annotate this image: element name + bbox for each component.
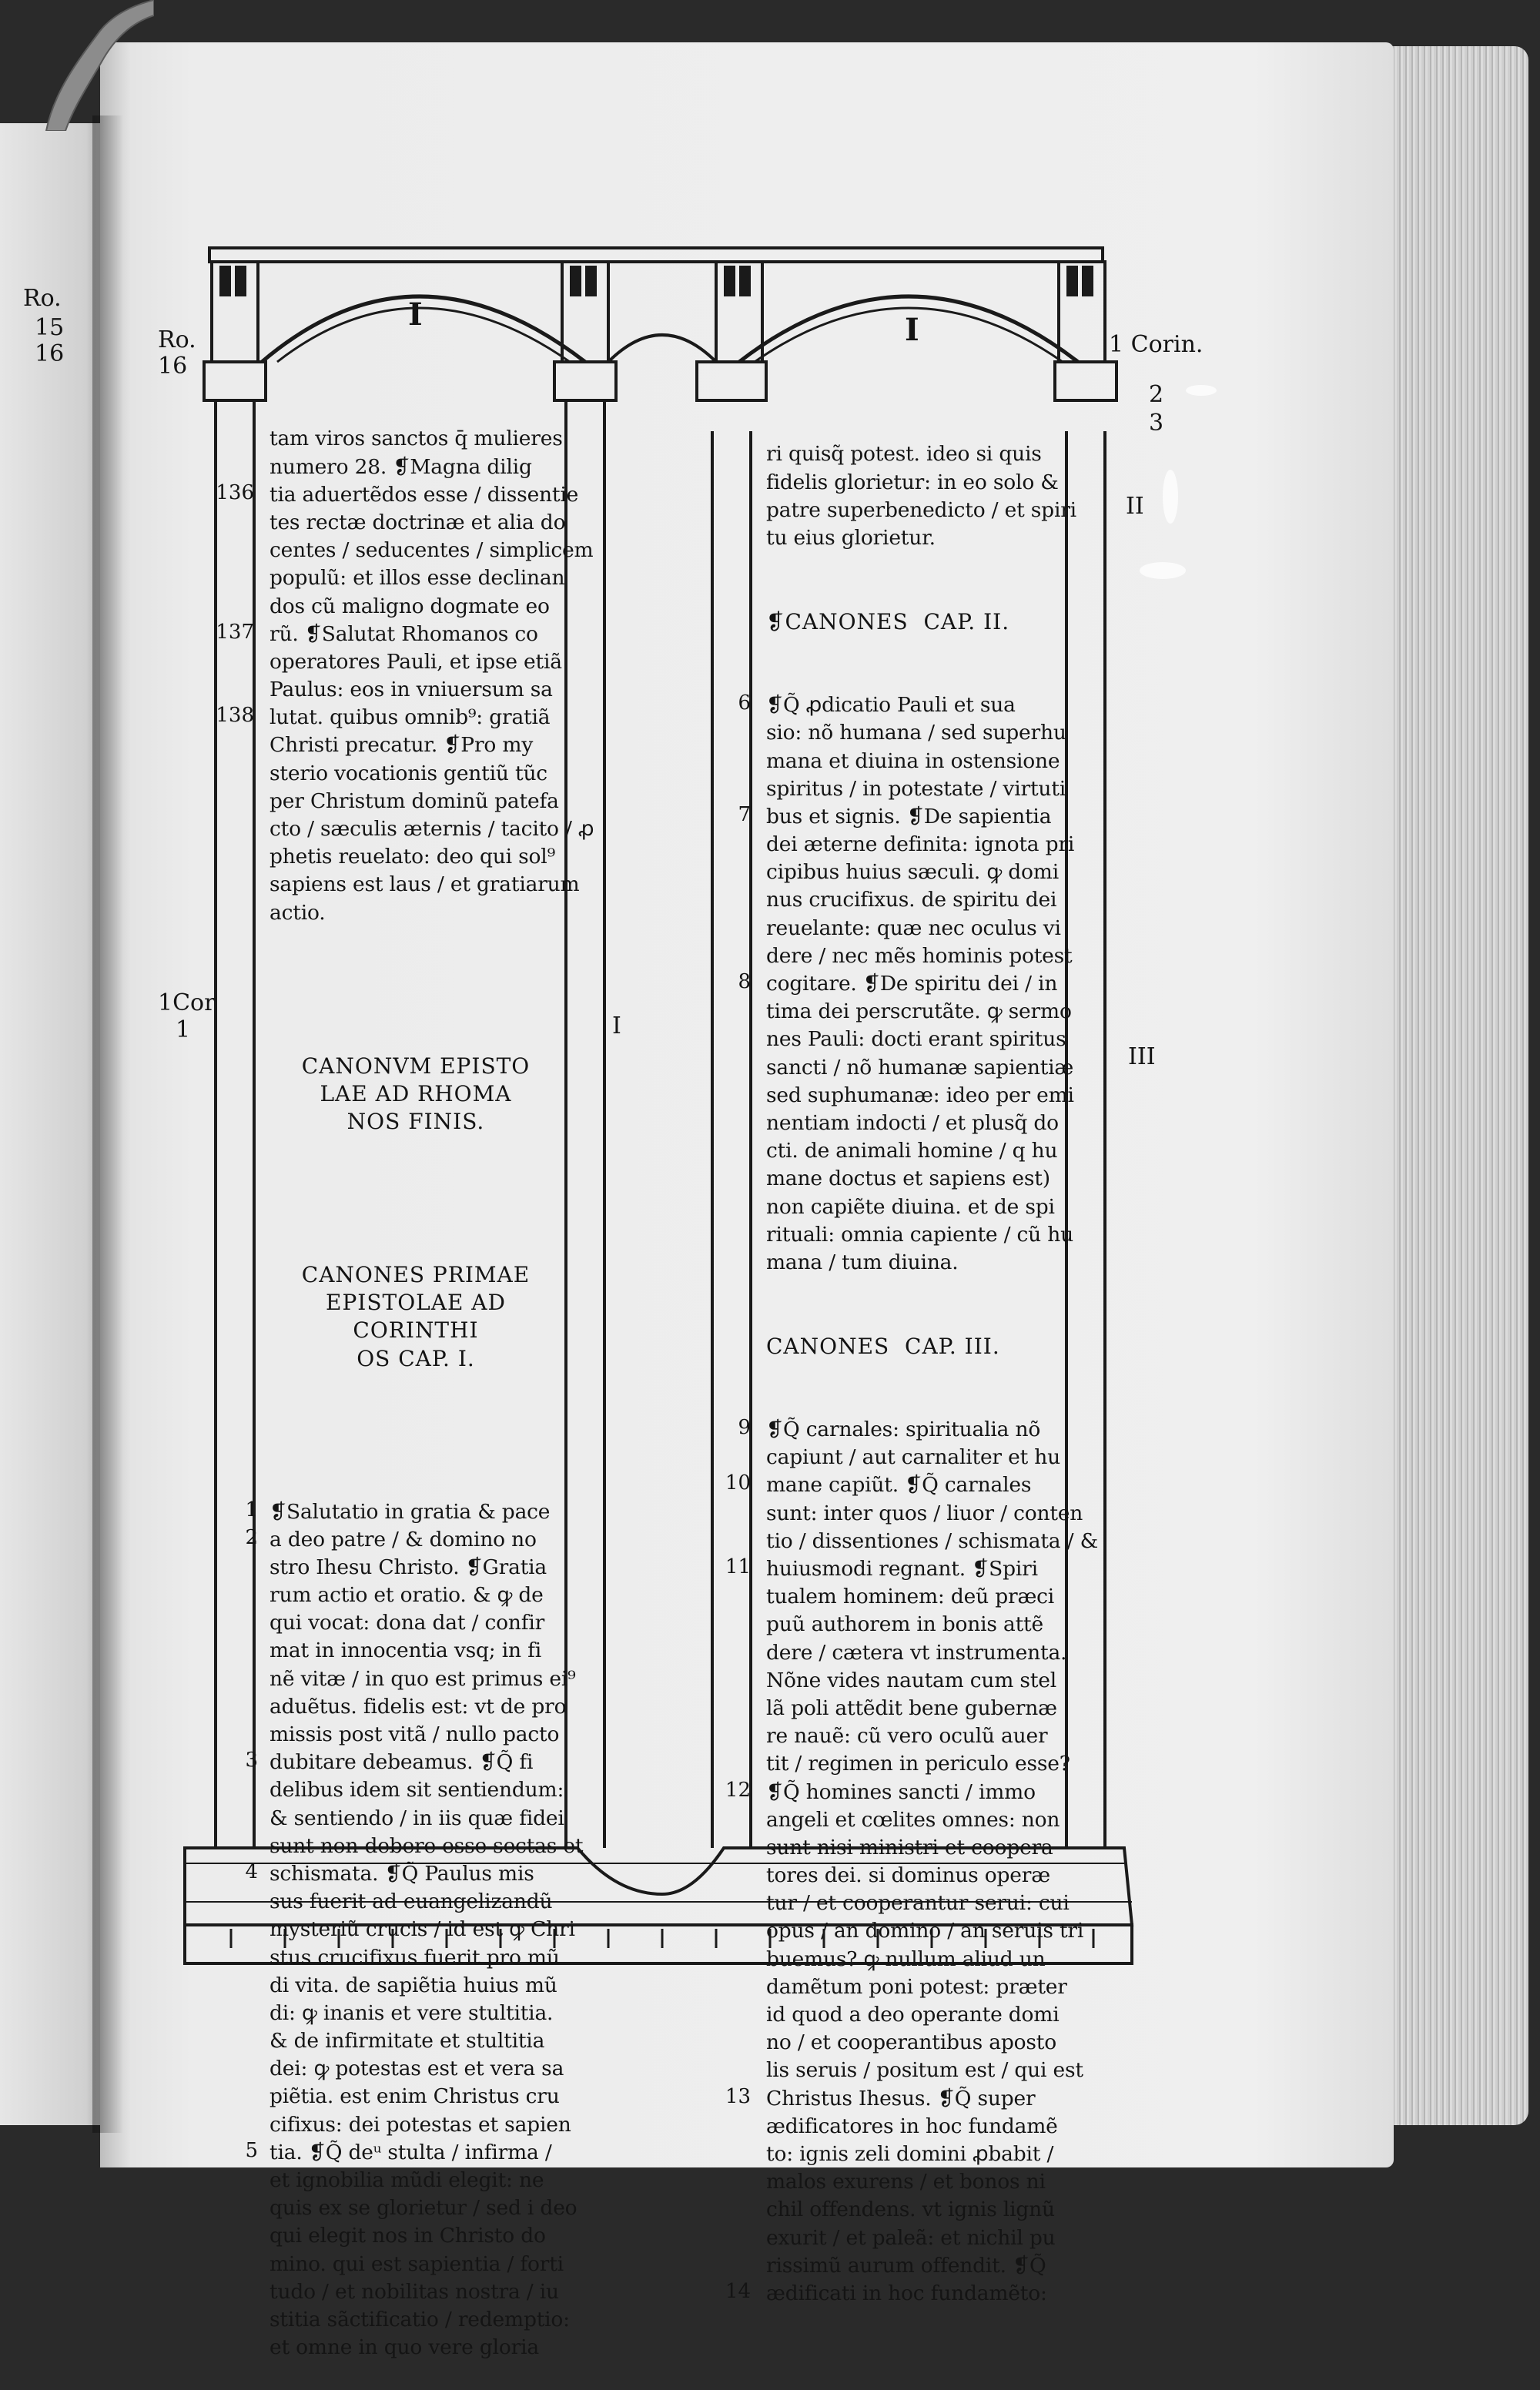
text-line: Christi precatur. ❡Pro my — [270, 733, 534, 758]
column-right — [766, 385, 1098, 2335]
text-line: sunt non debere esse sectas et — [270, 1833, 584, 1858]
text-line: ædificatores in hoc fundamẽ — [766, 2114, 1058, 2138]
text-line: non capiẽte diuina. et de spi — [766, 1194, 1055, 1219]
text-line: no / et cooperantibus aposto — [766, 2030, 1056, 2055]
text-line: rũ. ❡Salutat Rhomanos co — [270, 621, 538, 646]
text-line: cti. de animali homine / q hu — [766, 1139, 1058, 1163]
text-line: et ignobilia mũdi elegit: ne — [270, 2168, 544, 2193]
text-line: phetis reuelato: deo qui sol⁹ — [270, 845, 555, 869]
text-line: tam viros sanctos q̄ mulieres — [270, 427, 563, 451]
text-line: tur / et cooperantur serui: cui — [766, 1891, 1070, 1916]
text-line: puũ authorem in bonis attẽ — [766, 1612, 1043, 1637]
col1-text-block-1 — [270, 425, 594, 926]
text-line: sed suphumanæ: ideo per emi — [766, 1083, 1074, 1107]
text-line: to: ignis zeli domini ꝓbabit / — [766, 2141, 1054, 2166]
text-line: reuelante: quæ nec oculus vi — [766, 915, 1061, 940]
col1-heading-canones-primae — [270, 1261, 562, 1373]
text-line: CANONVM EPISTO — [301, 1053, 531, 1079]
text-line: dere / nec mẽs hominis potest — [766, 943, 1073, 968]
roman-marker-ii: II — [1126, 493, 1144, 520]
text-line: ❡Q̃ carnales: spiritualia nõ — [766, 1418, 1041, 1442]
text-line: tes rectæ doctrinæ et alia do — [270, 510, 566, 534]
text-line: lã poli attẽdit bene gubernæ — [766, 1695, 1057, 1720]
text-line: CANONES PRIMAE — [301, 1261, 531, 1287]
running-head-left: I — [408, 296, 423, 333]
verse-number: 13 — [725, 2084, 751, 2108]
col1-heading-canonum — [270, 1053, 562, 1136]
text-line: tudo / et nobilitas nostra / iu — [270, 2279, 559, 2304]
verse-number: 8 — [738, 970, 751, 994]
verse-number: 1 — [245, 1498, 258, 1521]
text-line: buemus? ꝙ nullum aliud un — [766, 1946, 1046, 1971]
text-line: dere / cætera vt instrumenta. — [766, 1640, 1067, 1665]
running-head-right: I — [905, 312, 919, 348]
text-line: delibus idem sit sentiendum: — [270, 1778, 564, 1803]
text-line: tit / regimen in periculo esse? — [766, 1752, 1070, 1776]
text-line: stro Ihesu Christo. ❡Gratia — [270, 1555, 547, 1579]
text-line: centes / seducentes / simplicem — [270, 538, 594, 563]
text-line: dubitare debeamus. ❡Q̃ fi — [270, 1750, 534, 1775]
text-line: mysteriũ crucis / id est ꝙ Chri — [270, 1917, 575, 1942]
text-line: a deo patre / & domino no — [270, 1527, 537, 1551]
text-line: stitia sãctificatio / redemptio: — [270, 2307, 570, 2331]
text-line: sio: nõ humana / sed superhu — [766, 721, 1066, 745]
text-line: di vita. de sapiẽtia huius mũ — [270, 1973, 557, 1997]
verse-number: 12 — [725, 1778, 751, 1802]
left-page-ref-ro: Ro. — [23, 285, 62, 312]
paper-stain — [1140, 562, 1186, 579]
verse-number: 14 — [725, 2280, 751, 2304]
left-page-ref-15: 15 — [35, 314, 65, 341]
verse-number: 11 — [725, 1555, 751, 1579]
text-line: nus crucifixus. de spiritu dei — [766, 888, 1057, 912]
text-line: mana et diuina in ostensione — [766, 748, 1060, 773]
text-line: Christus Ihesus. ❡Q̃ super — [766, 2086, 1036, 2110]
text-line: aduẽtus. fidelis est: vt de pro — [270, 1694, 567, 1719]
text-line: tualem hominem: deũ præci — [766, 1585, 1055, 1609]
text-line: missis post vitã / nullo pacto — [270, 1722, 560, 1747]
text-line: numero 28. ❡Magna dilig — [270, 454, 532, 479]
text-line: cogitare. ❡De spiritu dei / in — [766, 972, 1058, 996]
text-line: Nõne vides nautam cum stel — [766, 1668, 1057, 1692]
text-line: sunt nisi ministri et coopera — [766, 1835, 1053, 1859]
verse-number: 7 — [738, 802, 751, 826]
text-line: Paulus: eos in vniuersum sa — [270, 678, 553, 702]
text-line: ❡Salutatio in gratia & pace — [270, 1499, 551, 1524]
text-line: fidelis glorietur: in eo solo & — [766, 470, 1059, 494]
left-margin-header: Ro. 16 — [158, 326, 196, 380]
left-margin-cor: 1Cor — [158, 989, 216, 1016]
verse-number: 136 — [216, 480, 254, 504]
col1-text-block-2 — [270, 1498, 584, 2362]
text-line: mane doctus et sapiens est) — [766, 1167, 1050, 1191]
text-line: rum actio et oratio. & ꝙ de — [270, 1583, 544, 1608]
verse-number: 2 — [245, 1525, 258, 1549]
text-line: di: ꝙ inanis et vere stultitia. — [270, 2000, 554, 2025]
left-page-ref-16: 16 — [35, 340, 65, 367]
text-line: tima dei perscrutãte. ꝙ sermo — [766, 999, 1072, 1024]
text-line: NOS FINIS. — [346, 1108, 485, 1134]
roman-marker-iii: III — [1128, 1043, 1156, 1070]
text-line: et omne in quo vere gloria — [270, 2335, 539, 2360]
text-line: spiritus / in potestate / virtuti — [766, 776, 1066, 801]
text-line: capiunt / aut carnaliter et hu — [766, 1445, 1061, 1470]
text-line: cipibus huius sæculi. ꝙ domi — [766, 860, 1059, 885]
text-line: tia. ❡Q̃ deᵘ stulta / infirma / — [270, 2140, 552, 2164]
text-line: malos exurens / et bonos ni — [766, 2170, 1046, 2194]
text-line: CORINTHI — [353, 1317, 479, 1344]
text-line: nentiam indocti / et plusq̃ do — [766, 1110, 1059, 1135]
text-line: damẽtum poni potest: præter — [766, 1974, 1067, 1999]
verse-number: 9 — [738, 1416, 751, 1440]
text-line: ædificati in hoc fundamẽto: — [766, 2281, 1047, 2305]
text-line: rissimũ aurum offendit. ❡Q̃ — [766, 2253, 1046, 2278]
col2-text-block-1 — [766, 440, 1076, 552]
text-line: ri quisq̃ potest. ideo si quis — [766, 442, 1042, 467]
text-line: patre superbenedicto / et spiri — [766, 497, 1076, 522]
text-line: LAE AD RHOMA — [320, 1080, 512, 1106]
text-line: qui elegit nos in Christo do — [270, 2224, 546, 2248]
text-line: sterio vocationis gentiũ tũc — [270, 761, 547, 785]
text-line: populũ: et illos esse declinan — [270, 566, 565, 591]
text-line: huiusmodi regnant. ❡Spiri — [766, 1557, 1038, 1582]
text-line: & sentiendo / in iis quæ fidei — [270, 1806, 564, 1830]
text-line: dos cũ maligno dogmate eo — [270, 594, 550, 618]
text-line: mane capiũt. ❡Q̃ carnales — [766, 1473, 1032, 1498]
col2-heading-cap-iii: CANONES CAP. III. — [766, 1333, 1000, 1359]
text-line: tio / dissentiones / schismata / & — [766, 1528, 1098, 1553]
text-line: & de infirmitate et stultitia — [270, 2029, 545, 2054]
paper-stain — [1163, 470, 1178, 524]
text-line: mino. qui est sapientia / forti — [270, 2251, 564, 2276]
text-line: OS CAP. I. — [357, 1345, 475, 1371]
text-line: lis seruis / positum est / qui est — [766, 2058, 1083, 2083]
text-line: piẽtia. est enim Christus cru — [270, 2084, 560, 2109]
left-margin-cor-num: 1 — [176, 1016, 191, 1043]
text-line: operatores Pauli, et ipse etiã — [270, 649, 562, 674]
text-line: id quod a deo operante domi — [766, 2003, 1060, 2027]
right-margin-header: 1 Corin. — [1109, 331, 1204, 358]
text-line: cto / sæculis æternis / tacito / ꝓ — [270, 817, 594, 842]
text-line: actio. — [270, 900, 326, 925]
text-line: qui vocat: dona dat / confir — [270, 1611, 545, 1635]
text-line: chil offendens. vt ignis lignũ — [766, 2198, 1055, 2222]
text-line: nẽ vitæ / in quo est primus ei⁹ — [270, 1666, 576, 1691]
verse-number: 5 — [245, 2139, 258, 2163]
column-left — [270, 370, 594, 2390]
text-line: re nauẽ: cũ vero oculũ auer — [766, 1724, 1048, 1749]
verse-number: 10 — [725, 1471, 751, 1495]
roman-marker-i: I — [612, 1013, 621, 1039]
text-line: sus fuerit ad euangelizandũ — [270, 1890, 553, 1914]
verse-number: 6 — [738, 691, 751, 715]
text-line: lutat. quibus omnib⁹: gratiã — [270, 705, 551, 730]
text-line: ❡Q̃ homines sancti / immo — [766, 1779, 1036, 1804]
text-line: mana / tum diuina. — [766, 1250, 959, 1274]
text-line: EPISTOLAE AD — [326, 1290, 506, 1316]
col2-heading-cap-ii: ❡CANONES CAP. II. — [766, 608, 1010, 634]
col2-text-block-2 — [766, 691, 1075, 1277]
text-line: tu eius glorietur. — [766, 525, 936, 550]
verse-number: 4 — [245, 1860, 258, 1884]
text-line: rituali: omnia capiente / cũ hu — [766, 1222, 1074, 1247]
text-line: schismata. ❡Q̃ Paulus mis — [270, 1861, 534, 1886]
text-line: cifixus: dei potestas et sapien — [270, 2112, 571, 2137]
text-line: dei: ꝙ potestas est et vera sa — [270, 2057, 564, 2081]
text-line: opus / an domino / an seruis tri — [766, 1919, 1084, 1943]
verse-number: 3 — [245, 1749, 258, 1772]
text-line: sapiens est laus / et gratiarum — [270, 872, 580, 897]
text-line: angeli et cœlites omnes: non — [766, 1807, 1060, 1832]
right-margin-ref-3: 3 — [1149, 410, 1164, 437]
right-margin-ref-2: 2 — [1149, 381, 1164, 408]
text-line: tia aduertẽdos esse / dissentie — [270, 482, 579, 507]
verse-number: 138 — [216, 704, 254, 728]
text-line: sancti / nõ humanæ sapientiæ — [766, 1055, 1074, 1080]
text-line: mat in innocentia vsq; in fi — [270, 1639, 542, 1663]
text-line: exurit / et paleã: et nichil pu — [766, 2225, 1056, 2250]
text-line: sunt: inter quos / liuor / conten — [766, 1501, 1083, 1525]
paper-stain — [1186, 385, 1217, 396]
text-line: bus et signis. ❡De sapientia — [766, 804, 1052, 828]
text-line: nes Pauli: docti erant spiritus — [766, 1027, 1066, 1052]
text-line: per Christum dominũ patefa — [270, 788, 559, 813]
text-line: tores dei. si dominus operæ — [766, 1863, 1050, 1888]
text-line: stus crucifixus fuerit pro mũ — [270, 1945, 560, 1970]
verse-number: 137 — [216, 620, 254, 644]
text-line: dei æterne definita: ignota pri — [766, 832, 1075, 857]
col2-text-block-3 — [766, 1416, 1098, 2308]
text-line: quis ex se glorietur / sed i deo — [270, 2196, 578, 2221]
text-line: ❡Q̃ ꝓdicatio Pauli et sua — [766, 693, 1016, 718]
